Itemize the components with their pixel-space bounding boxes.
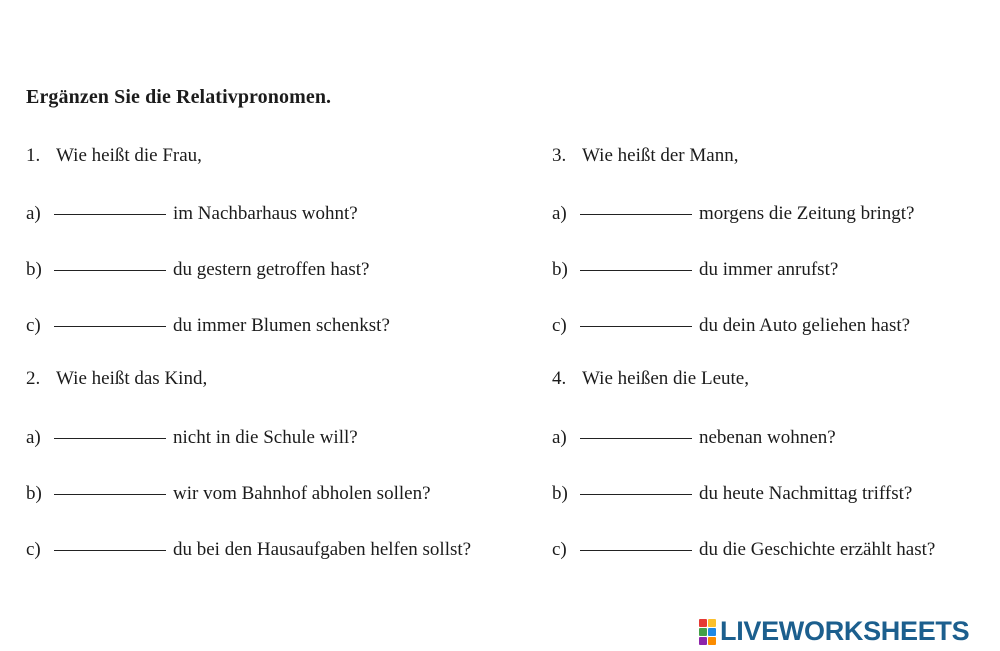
item-letter: b) <box>552 483 568 504</box>
item-letter: c) <box>552 315 567 336</box>
item-text: du heute Nachmittag triffst? <box>699 483 913 504</box>
item-text: im Nachbarhaus wohnt? <box>173 203 358 224</box>
item-text: nebenan wohnen? <box>699 427 836 448</box>
exercise-item <box>26 312 390 337</box>
logo-mark-icon <box>699 619 716 645</box>
question-stem <box>26 145 202 167</box>
answer-blank[interactable] <box>54 196 166 215</box>
item-text: morgens die Zeitung bringt? <box>699 203 915 224</box>
exercise-item <box>26 200 358 225</box>
question-stem-text: Wie heißt der Mann, <box>582 145 739 166</box>
item-letter: c) <box>26 315 41 336</box>
item-letter: b) <box>26 483 42 504</box>
question-number: 3. <box>552 145 567 166</box>
item-text: du immer Blumen schenkst? <box>173 315 390 336</box>
answer-blank[interactable] <box>54 532 166 551</box>
item-letter: a) <box>552 427 567 448</box>
item-text: du dein Auto geliehen hast? <box>699 315 911 336</box>
item-letter: a) <box>26 203 41 224</box>
item-text: du bei den Hausaufgaben helfen sollst? <box>173 539 472 560</box>
page-title: Ergänzen Sie die Relativpronomen. <box>26 86 332 108</box>
logo-square <box>699 619 707 627</box>
answer-blank[interactable] <box>580 196 692 215</box>
exercise-item <box>552 200 914 225</box>
question-stem-text: Wie heißt die Frau, <box>56 145 202 166</box>
item-text: du immer anrufst? <box>699 259 839 280</box>
item-text: du die Geschichte erzählt hast? <box>699 539 936 560</box>
item-letter: a) <box>552 203 567 224</box>
brand-name: LIVEWORKSHEETS <box>720 616 970 646</box>
answer-blank[interactable] <box>580 420 692 439</box>
logo-square <box>708 628 716 636</box>
answer-blank[interactable] <box>54 252 166 271</box>
liveworksheets-logo <box>699 616 969 647</box>
exercise-item <box>26 480 431 505</box>
item-letter: b) <box>26 259 42 280</box>
question-stem-text: Wie heißen die Leute, <box>582 368 749 389</box>
logo-square <box>708 619 716 627</box>
answer-blank[interactable] <box>580 308 692 327</box>
logo-square <box>699 628 707 636</box>
item-text: du gestern getroffen hast? <box>173 259 370 280</box>
item-text: wir vom Bahnhof abholen sollen? <box>173 483 431 504</box>
item-letter: a) <box>26 427 41 448</box>
exercise-item <box>552 424 836 449</box>
question-number: 2. <box>26 368 41 389</box>
question-stem-text: Wie heißt das Kind, <box>56 368 208 389</box>
exercise-item <box>552 480 912 505</box>
logo-square <box>699 637 707 645</box>
exercise-item <box>26 256 369 281</box>
answer-blank[interactable] <box>54 420 166 439</box>
answer-blank[interactable] <box>54 476 166 495</box>
question-number: 4. <box>552 368 567 389</box>
logo-square <box>708 637 716 645</box>
answer-blank[interactable] <box>580 252 692 271</box>
answer-blank[interactable] <box>54 308 166 327</box>
exercise-item <box>26 536 471 561</box>
item-letter: c) <box>552 539 567 560</box>
exercise-item <box>26 424 358 449</box>
question-stem <box>26 368 207 390</box>
answer-blank[interactable] <box>580 532 692 551</box>
question-stem <box>552 145 738 167</box>
exercise-item <box>552 256 838 281</box>
item-text: nicht in die Schule will? <box>173 427 358 448</box>
question-stem <box>552 368 749 390</box>
item-letter: b) <box>552 259 568 280</box>
item-letter: c) <box>26 539 41 560</box>
exercise-item <box>552 312 910 337</box>
answer-blank[interactable] <box>580 476 692 495</box>
question-number: 1. <box>26 145 41 166</box>
exercise-item <box>552 536 935 561</box>
